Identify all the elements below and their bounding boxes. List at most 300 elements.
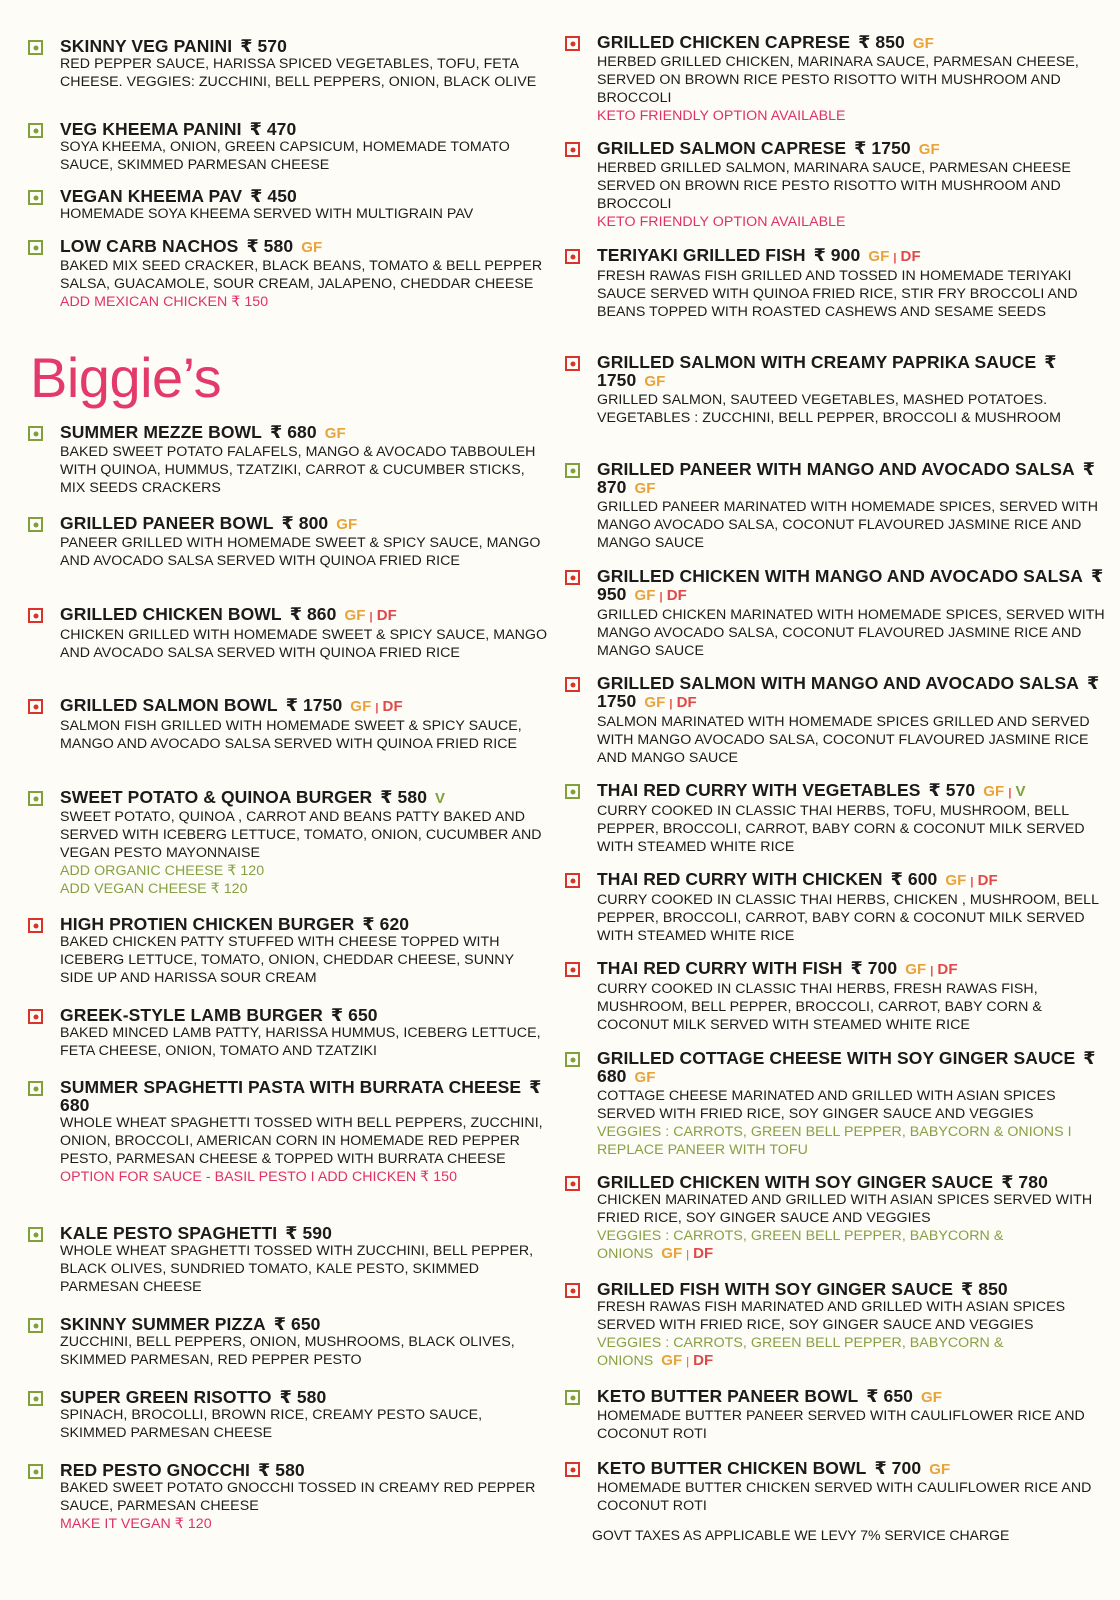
addon-text: ADD MEXICAN CHICKEN ₹ 150 bbox=[60, 294, 269, 310]
dish-price: ₹ 580 bbox=[246, 236, 294, 256]
menu-item-description bbox=[597, 1298, 1105, 1371]
dish-name: VEG KHEEMA PANINI bbox=[60, 119, 242, 139]
menu-item-header bbox=[565, 246, 1105, 267]
veg-indicator-icon bbox=[28, 240, 43, 255]
footer-note: GOVT TAXES AS APPLICABLE WE LEVY 7% SERVICE CHARGE bbox=[592, 1527, 1010, 1543]
dish-price: ₹ 900 bbox=[813, 245, 861, 265]
menu-item-description bbox=[60, 1406, 548, 1442]
dish-price: ₹ 450 bbox=[250, 186, 297, 206]
menu-item-header bbox=[28, 1388, 548, 1406]
diet-tag-df: DF bbox=[376, 607, 397, 624]
addon-text: MAKE IT VEGAN ₹ 120 bbox=[60, 1516, 212, 1532]
diet-tag-gf: GF bbox=[350, 698, 372, 715]
nonveg-indicator-icon bbox=[565, 249, 580, 264]
veg-indicator-icon bbox=[565, 1390, 580, 1405]
dish-price: ₹ 580 bbox=[258, 1460, 305, 1480]
dish-price: ₹ 1750 bbox=[597, 352, 1057, 390]
menu-item bbox=[28, 1388, 548, 1442]
menu-item-description bbox=[597, 802, 1105, 856]
dish-description: BAKED SWEET POTATO FALAFELS, MANGO & AVOCADO TABBOULEH WITH QUINOA, HUMMUS, TZATZIKI, CARROT & CUCUMBER STICKS, MIX SEEDS CRACKERS bbox=[60, 444, 536, 496]
dish-description: GRILLED PANEER MARINATED WITH HOMEMADE SPICES, SERVED WITH MANGO AVOCADO SALSA, COCONUT FLAVOURED JASMINE RICE AND MANGO SAUCE bbox=[597, 499, 1099, 551]
dish-name: GRILLED CHICKEN BOWL bbox=[60, 604, 282, 624]
dish-name: GRILLED SALMON BOWL bbox=[60, 695, 278, 715]
nonveg-indicator-icon bbox=[565, 1283, 580, 1298]
dish-name: THAI RED CURRY WITH CHICKEN bbox=[597, 869, 883, 889]
menu-item bbox=[28, 237, 548, 311]
dish-description: BAKED SWEET POTATO GNOCCHI TOSSED IN CREAMY RED PEPPER SAUCE, PARMESAN CHEESE bbox=[60, 1480, 536, 1514]
dish-name: THAI RED CURRY WITH FISH bbox=[597, 958, 843, 978]
dish-description: CURRY COOKED IN CLASSIC THAI HERBS, TOFU, MUSHROOM, BELL PEPPER, BROCCOLI, CARROT, BABY CORN & COCONUT MILK SERVED WITH STEAMED WHITE RICE bbox=[597, 803, 1085, 855]
menu-item bbox=[28, 514, 548, 570]
menu-item-description bbox=[60, 443, 548, 497]
addon-text: KETO FRIENDLY OPTION AVAILABLE bbox=[597, 108, 846, 124]
menu-item-header bbox=[565, 33, 1105, 53]
veg-indicator-icon bbox=[28, 190, 43, 205]
dish-name: VEGAN KHEEMA PAV bbox=[60, 186, 243, 206]
dish-addon-note bbox=[60, 1515, 548, 1533]
dish-description: CHICKEN GRILLED WITH HOMEMADE SWEET & SPICY SAUCE, MANGO AND AVOCADO SALSA SERVED WITH QUINOA FRIED RICE bbox=[60, 627, 548, 661]
menu-item-header bbox=[28, 788, 548, 808]
menu-item-header bbox=[565, 870, 1105, 891]
menu-item bbox=[565, 1280, 1105, 1371]
menu-item bbox=[28, 696, 548, 753]
dish-description: SOYA KHEEMA, ONION, GREEN CAPSICUM, HOMEMADE TOMATO SAUCE, SKIMMED PARMESAN CHEESE bbox=[60, 139, 510, 173]
dish-name: SUMMER MEZZE BOWL bbox=[60, 422, 262, 442]
dish-price: ₹ 1750 bbox=[285, 695, 343, 715]
menu-item bbox=[28, 1461, 548, 1533]
addon-text: OPTION FOR SAUCE - BASIL PESTO I ADD CHICKEN ₹ 150 bbox=[60, 1169, 458, 1185]
menu-item bbox=[565, 1387, 1105, 1443]
nonveg-indicator-icon bbox=[565, 570, 580, 585]
diet-tag-df: DF bbox=[693, 1245, 714, 1262]
menu-item bbox=[28, 1078, 548, 1186]
dish-name: KALE PESTO SPAGHETTI bbox=[60, 1223, 278, 1243]
menu-item-header bbox=[28, 1006, 548, 1024]
menu-item-title bbox=[597, 139, 940, 159]
diet-tag-v: V bbox=[435, 790, 446, 807]
menu-item-header bbox=[565, 567, 1105, 606]
menu-item-header bbox=[28, 1078, 548, 1114]
menu-item bbox=[565, 674, 1105, 767]
menu-item-description bbox=[60, 626, 548, 662]
addon-text: VEGGIES : CARROTS, GREEN BELL PEPPER, BABYCORN & ONIONS I REPLACE PANEER WITH TOFU bbox=[597, 1124, 1072, 1158]
menu-item-header bbox=[28, 1461, 548, 1479]
menu-item bbox=[565, 353, 1105, 427]
diet-tag-gf: GF bbox=[983, 783, 1005, 800]
diet-tag-gf: GF bbox=[644, 373, 666, 390]
menu-item-title bbox=[597, 460, 1105, 498]
tag-separator: | bbox=[930, 965, 934, 977]
dish-name: SWEET POTATO & QUINOA BURGER bbox=[60, 787, 373, 807]
dish-description: HERBED GRILLED SALMON, MARINARA SAUCE, PARMESAN CHEESE SERVED ON BROWN RICE PESTO RISOTTO WITH MUSHROOM AND BROCCOLI bbox=[597, 160, 1071, 212]
menu-item-description bbox=[60, 717, 548, 753]
dish-description: ZUCCHINI, BELL PEPPERS, ONION, MUSHROOMS, BLACK OLIVES, SKIMMED PARMESAN, RED PEPPER PESTO bbox=[60, 1334, 515, 1368]
diet-tag-df: DF bbox=[977, 872, 998, 889]
tag-separator: | bbox=[659, 591, 663, 603]
menu-item-title bbox=[60, 120, 296, 138]
veg-indicator-icon bbox=[565, 1052, 580, 1067]
menu-item-title bbox=[60, 1224, 332, 1242]
menu-item-description bbox=[597, 53, 1105, 125]
menu-item bbox=[28, 1315, 548, 1369]
menu-item bbox=[28, 1224, 548, 1296]
veg-indicator-icon bbox=[28, 40, 43, 55]
menu-item bbox=[28, 915, 548, 987]
menu-item-header bbox=[28, 187, 548, 205]
menu-item-description bbox=[597, 891, 1105, 945]
menu-item-header bbox=[565, 781, 1105, 802]
dish-price: ₹ 1750 bbox=[854, 138, 911, 158]
dish-addon-note bbox=[60, 862, 548, 880]
menu-item bbox=[565, 870, 1105, 945]
menu-item-title bbox=[597, 1459, 950, 1479]
diet-tag-gf: GF bbox=[634, 480, 656, 497]
menu-item bbox=[565, 1173, 1105, 1264]
dish-price: ₹ 470 bbox=[249, 119, 297, 139]
dish-description: COTTAGE CHEESE MARINATED AND GRILLED WITH ASIAN SPICES SERVED WITH FRIED RICE, SOY GINGER SAUCE AND VEGGIES bbox=[597, 1088, 1056, 1122]
menu-item-header bbox=[565, 1387, 1105, 1407]
dish-addon-note bbox=[597, 213, 1105, 231]
dish-name: GRILLED PANEER WITH MANGO AND AVOCADO SALSA bbox=[597, 459, 1075, 479]
diet-tag-gf: GF bbox=[644, 694, 666, 711]
menu-item-title bbox=[60, 788, 445, 808]
dish-price: ₹ 680 bbox=[269, 422, 317, 442]
diet-tag-gf: GF bbox=[918, 141, 940, 158]
menu-item-description bbox=[60, 1114, 548, 1186]
menu-item-title bbox=[597, 870, 998, 891]
menu-item bbox=[28, 187, 548, 223]
dish-name: GRILLED COTTAGE CHEESE WITH SOY GINGER SAUCE bbox=[597, 1048, 1076, 1068]
dish-price: ₹ 580 bbox=[380, 787, 428, 807]
diet-tag-gf: GF bbox=[324, 425, 346, 442]
dish-price: ₹ 800 bbox=[281, 513, 329, 533]
menu-item-header bbox=[28, 605, 548, 626]
dish-description: SALMON FISH GRILLED WITH HOMEMADE SWEET & SPICY SAUCE, MANGO AND AVOCADO SALSA SERVED WITH QUINOA FRIED RICE bbox=[60, 718, 522, 752]
dish-name: GRILLED SALMON WITH MANGO AND AVOCADO SALSA bbox=[597, 673, 1079, 693]
tag-separator: | bbox=[369, 611, 373, 623]
menu-item-header bbox=[28, 120, 548, 138]
diet-tag-df: DF bbox=[666, 587, 687, 604]
dish-description: SWEET POTATO, QUINOA , CARROT AND BEANS PATTY BAKED AND SERVED WITH ICEBERG LETTUCE, TOMATO, ONION, CUCUMBER AND VEGAN PESTO MAYONNAISE bbox=[60, 809, 542, 861]
menu-item-description bbox=[60, 1024, 548, 1060]
menu-item-description bbox=[60, 933, 548, 987]
dish-description: FRESH RAWAS FISH MARINATED AND GRILLED WITH ASIAN SPICES SERVED WITH FRIED RICE, SOY GINGER SAUCE AND VEGGIES bbox=[597, 1299, 1066, 1333]
dish-addon-note bbox=[60, 293, 548, 311]
menu-item bbox=[565, 1459, 1105, 1515]
menu-item-description bbox=[60, 138, 548, 174]
diet-tag-df: DF bbox=[937, 961, 958, 978]
veg-indicator-icon bbox=[28, 791, 43, 806]
menu-item-description bbox=[60, 205, 548, 223]
tag-separator: | bbox=[686, 1356, 690, 1368]
menu-item-title bbox=[60, 1315, 321, 1333]
menu-item-header bbox=[28, 37, 548, 55]
dish-name: KETO BUTTER CHICKEN BOWL bbox=[597, 1458, 867, 1478]
menu-item bbox=[565, 246, 1105, 321]
veg-indicator-icon bbox=[28, 1391, 43, 1406]
diet-tag-gf: GF bbox=[905, 961, 927, 978]
menu-item-header bbox=[565, 1280, 1105, 1298]
dish-name: GREEK-STYLE LAMB BURGER bbox=[60, 1005, 323, 1025]
menu-item bbox=[565, 460, 1105, 552]
dish-description: HERBED GRILLED CHICKEN, MARINARA SAUCE, PARMESAN CHEESE, SERVED ON BROWN RICE PESTO RISOTTO WITH MUSHROOM AND BROCCOLI bbox=[597, 54, 1079, 106]
menu-item-header bbox=[28, 1315, 548, 1333]
nonveg-indicator-icon bbox=[28, 699, 43, 714]
dish-price: ₹ 1750 bbox=[597, 673, 1100, 711]
menu-item-header bbox=[565, 1459, 1105, 1479]
dish-description: BAKED MIX SEED CRACKER, BLACK BEANS, TOMATO & BELL PEPPER SALSA, GUACAMOLE, SOUR CREAM, JALAPENO, CHEDDAR CHEESE bbox=[60, 258, 543, 292]
menu-item bbox=[565, 33, 1105, 125]
addon-text: ADD VEGAN CHEESE ₹ 120 bbox=[60, 881, 248, 897]
menu-item-title bbox=[597, 674, 1105, 713]
menu-item-description bbox=[60, 808, 548, 898]
menu-item-title bbox=[60, 1461, 305, 1479]
diet-tag-df: DF bbox=[693, 1352, 714, 1369]
dish-name: TERIYAKI GRILLED FISH bbox=[597, 245, 806, 265]
menu-item bbox=[28, 120, 548, 174]
dish-price: ₹ 680 bbox=[597, 1048, 1096, 1086]
tag-separator: | bbox=[970, 876, 974, 888]
menu-item-title bbox=[597, 1280, 1008, 1298]
diet-tag-gf: GF bbox=[634, 587, 656, 604]
nonveg-indicator-icon bbox=[28, 918, 43, 933]
menu-item-title bbox=[597, 1387, 942, 1407]
menu-item-description bbox=[597, 980, 1105, 1034]
menu-item-title bbox=[597, 567, 1105, 606]
menu-item bbox=[565, 781, 1105, 856]
menu-item-description bbox=[597, 1479, 1105, 1515]
dish-description: CURRY COOKED IN CLASSIC THAI HERBS, CHICKEN , MUSHROOM, BELL PEPPER, BROCCOLI, CARROT, BABY CORN & COCONUT MILK SERVED WITH STEAMED WHITE RICE bbox=[597, 892, 1099, 944]
menu-item-header bbox=[565, 674, 1105, 713]
menu-item-header bbox=[565, 1173, 1105, 1191]
veg-indicator-icon bbox=[28, 1464, 43, 1479]
dish-addon-note bbox=[597, 1227, 1105, 1264]
menu-item-description bbox=[597, 713, 1105, 767]
dish-price: ₹ 600 bbox=[890, 869, 938, 889]
menu-item-description bbox=[60, 534, 548, 570]
menu-item-header bbox=[565, 1049, 1105, 1087]
diet-tag-df: DF bbox=[382, 698, 403, 715]
menu-item-header bbox=[565, 460, 1105, 498]
menu-item-description bbox=[597, 159, 1105, 231]
menu-item-description bbox=[597, 1407, 1105, 1443]
menu-item-description bbox=[60, 257, 548, 311]
nonveg-indicator-icon bbox=[28, 608, 43, 623]
veg-indicator-icon bbox=[565, 784, 580, 799]
dish-description: HOMEMADE BUTTER PANEER SERVED WITH CAULIFLOWER RICE AND COCONUT ROTI bbox=[597, 1408, 1085, 1442]
dish-description: SALMON MARINATED WITH HOMEMADE SPICES GRILLED AND SERVED WITH MANGO AVOCADO SALSA, COCONUT FLAVOURED JASMINE RICE AND MANGO SAUCE bbox=[597, 714, 1090, 766]
dish-price: ₹ 700 bbox=[850, 958, 898, 978]
addon-text: VEGGIES : CARROTS, GREEN BELL PEPPER, BABYCORN & ONIONS bbox=[597, 1335, 1004, 1369]
menu-item-title bbox=[597, 33, 934, 53]
menu-item-description bbox=[60, 1479, 548, 1533]
diet-tag-gf: GF bbox=[336, 516, 358, 533]
menu-item-title bbox=[60, 1388, 326, 1406]
dish-addon-note bbox=[60, 880, 548, 898]
dish-price: ₹ 950 bbox=[597, 566, 1104, 604]
menu-item bbox=[28, 1006, 548, 1060]
dish-description: GRILLED CHICKEN MARINATED WITH HOMEMADE SPICES, SERVED WITH MANGO AVOCADO SALSA, COCONUT FLAVOURED JASMINE RICE AND MANGO SAUCE bbox=[597, 607, 1105, 659]
addon-text: ADD ORGANIC CHEESE ₹ 120 bbox=[60, 863, 265, 879]
veg-indicator-icon bbox=[28, 1227, 43, 1242]
dish-addon-note bbox=[597, 1123, 1105, 1159]
dish-name: KETO BUTTER PANEER BOWL bbox=[597, 1386, 859, 1406]
dish-description: RED PEPPER SAUCE, HARISSA SPICED VEGETABLES, TOFU, FETA CHEESE. VEGGIES: ZUCCHINI, BELL PEPPERS, ONION, BLACK OLIVE bbox=[60, 56, 537, 90]
dish-price: ₹ 870 bbox=[597, 459, 1096, 497]
dish-name: THAI RED CURRY WITH VEGETABLES bbox=[597, 780, 921, 800]
tag-separator: | bbox=[375, 702, 379, 714]
dish-price: ₹ 650 bbox=[866, 1386, 913, 1406]
menu-item-description bbox=[60, 1333, 548, 1369]
menu-item-description bbox=[60, 1242, 548, 1296]
menu-item-header bbox=[565, 959, 1105, 980]
dish-name: SUPER GREEN RISOTTO bbox=[60, 1387, 272, 1407]
nonveg-indicator-icon bbox=[565, 356, 580, 371]
menu-item bbox=[28, 605, 548, 662]
dish-description: BAKED CHICKEN PATTY STUFFED WITH CHEESE TOPPED WITH ICEBERG LETTUCE, TOMATO, ONION, CHEDDAR CHEESE, SUNNY SIDE UP AND HARISSA SOUR CREAM bbox=[60, 934, 514, 986]
dish-name: GRILLED FISH WITH SOY GINGER SAUCE bbox=[597, 1279, 954, 1299]
menu-item-description bbox=[597, 498, 1105, 552]
dish-name: SKINNY VEG PANINI bbox=[60, 36, 233, 56]
diet-tag-gf: GF bbox=[661, 1245, 683, 1262]
menu-item-header bbox=[28, 696, 548, 717]
menu-item bbox=[565, 959, 1105, 1034]
veg-indicator-icon bbox=[28, 123, 43, 138]
dish-price: ₹ 850 bbox=[961, 1279, 1008, 1299]
menu-item bbox=[565, 139, 1105, 231]
nonveg-indicator-icon bbox=[565, 873, 580, 888]
dish-price: ₹ 850 bbox=[858, 32, 905, 52]
menu-item-header bbox=[28, 237, 548, 257]
diet-tag-gf: GF bbox=[868, 248, 890, 265]
dish-name: GRILLED CHICKEN WITH SOY GINGER SAUCE bbox=[597, 1172, 994, 1192]
menu-item-title bbox=[597, 353, 1105, 391]
menu-item-header bbox=[28, 915, 548, 933]
section-heading: Biggie’s bbox=[30, 346, 222, 409]
menu-item-header bbox=[28, 423, 548, 443]
dish-name: SUMMER SPAGHETTI PASTA WITH BURRATA CHEESE bbox=[60, 1077, 522, 1097]
diet-tag-gf: GF bbox=[301, 239, 323, 256]
diet-tag-df: DF bbox=[676, 694, 697, 711]
dish-name: GRILLED SALMON WITH CREAMY PAPRIKA SAUCE bbox=[597, 352, 1037, 372]
dish-description: SPINACH, BROCOLLI, BROWN RICE, CREAMY PESTO SAUCE, SKIMMED PARMESAN CHEESE bbox=[60, 1407, 483, 1441]
dish-name: SKINNY SUMMER PIZZA bbox=[60, 1314, 266, 1334]
nonveg-indicator-icon bbox=[565, 142, 580, 157]
dish-description: HOMEMADE SOYA KHEEMA SERVED WITH MULTIGRAIN PAV bbox=[60, 206, 474, 222]
veg-indicator-icon bbox=[565, 463, 580, 478]
tag-separator: | bbox=[893, 252, 897, 264]
addon-text: KETO FRIENDLY OPTION AVAILABLE bbox=[597, 214, 846, 230]
dish-price: ₹ 680 bbox=[60, 1077, 542, 1115]
dish-price: ₹ 700 bbox=[874, 1458, 922, 1478]
menu-item-title bbox=[60, 423, 346, 443]
menu-item bbox=[565, 567, 1105, 660]
menu-item-description bbox=[60, 55, 548, 91]
dish-price: ₹ 650 bbox=[330, 1005, 378, 1025]
menu-item-description bbox=[597, 1191, 1105, 1264]
nonveg-indicator-icon bbox=[565, 962, 580, 977]
menu-item-title bbox=[597, 1049, 1105, 1087]
diet-tag-gf: GF bbox=[661, 1352, 683, 1369]
menu-item-title bbox=[60, 1006, 378, 1024]
dish-price: ₹ 650 bbox=[273, 1314, 321, 1334]
dish-name: HIGH PROTIEN CHICKEN BURGER bbox=[60, 914, 355, 934]
menu-item-title bbox=[60, 237, 322, 257]
diet-tag-gf: GF bbox=[912, 35, 934, 52]
menu-item-title bbox=[60, 187, 297, 205]
dish-price: ₹ 570 bbox=[240, 36, 287, 56]
dish-price: ₹ 570 bbox=[928, 780, 976, 800]
menu-item-title bbox=[597, 246, 921, 267]
dish-name: LOW CARB NACHOS bbox=[60, 236, 239, 256]
diet-tag-v: V bbox=[1015, 783, 1026, 800]
menu-item bbox=[28, 423, 548, 497]
tag-separator: | bbox=[669, 698, 673, 710]
addon-text: VEGGIES : CARROTS, GREEN BELL PEPPER, BABYCORN & ONIONS bbox=[597, 1228, 1004, 1262]
menu-item-title bbox=[60, 915, 409, 933]
diet-tag-gf: GF bbox=[929, 1461, 951, 1478]
dish-price: ₹ 590 bbox=[285, 1223, 332, 1243]
veg-indicator-icon bbox=[28, 517, 43, 532]
nonveg-indicator-icon bbox=[565, 1462, 580, 1477]
menu-item bbox=[28, 788, 548, 898]
menu-item-header bbox=[565, 353, 1105, 391]
tag-separator: | bbox=[1008, 787, 1012, 799]
menu-item bbox=[28, 37, 548, 91]
dish-price: ₹ 860 bbox=[289, 604, 337, 624]
veg-indicator-icon bbox=[28, 1318, 43, 1333]
menu-item-header bbox=[28, 1224, 548, 1242]
menu-item-title bbox=[60, 605, 397, 626]
dish-description: FRESH RAWAS FISH GRILLED AND TOSSED IN HOMEMADE TERIYAKI SAUCE SERVED WITH QUINOA FRIED RICE, STIR FRY BROCCOLI AND BEANS TOPPED WITH ROASTED CASHEWS AND SESAME SEEDS bbox=[597, 268, 1078, 320]
nonveg-indicator-icon bbox=[565, 1176, 580, 1191]
dish-name: GRILLED SALMON CAPRESE bbox=[597, 138, 847, 158]
dish-price: ₹ 580 bbox=[279, 1387, 327, 1407]
menu-item-title bbox=[60, 1078, 548, 1114]
menu-item-title bbox=[60, 696, 403, 717]
menu-item bbox=[565, 1049, 1105, 1159]
dish-addon-note bbox=[597, 1334, 1105, 1371]
diet-tag-df: DF bbox=[900, 248, 921, 265]
menu-item-title bbox=[597, 781, 1026, 802]
dish-addon-note bbox=[60, 1168, 548, 1186]
dish-name: RED PESTO GNOCCHI bbox=[60, 1460, 251, 1480]
dish-name: GRILLED CHICKEN CAPRESE bbox=[597, 32, 851, 52]
nonveg-indicator-icon bbox=[565, 36, 580, 51]
menu-item-title bbox=[60, 514, 357, 534]
menu-item-header bbox=[565, 139, 1105, 159]
dish-price: ₹ 620 bbox=[362, 914, 410, 934]
dish-name: GRILLED CHICKEN WITH MANGO AND AVOCADO SALSA bbox=[597, 566, 1083, 586]
menu-item-description bbox=[597, 606, 1105, 660]
dish-name: GRILLED PANEER BOWL bbox=[60, 513, 274, 533]
nonveg-indicator-icon bbox=[28, 1009, 43, 1024]
dish-description: BAKED MINCED LAMB PATTY, HARISSA HUMMUS, ICEBERG LETTUCE, FETA CHEESE, ONION, TOMATO AND TZATZIKI bbox=[60, 1025, 541, 1059]
menu-item-description bbox=[597, 391, 1105, 427]
dish-description: WHOLE WHEAT SPAGHETTI TOSSED WITH BELL PEPPERS, ZUCCHINI, ONION, BROCCOLI, AMERICAN CORN IN HOMEMADE RED PEPPER PESTO, PARMESAN CHEESE & TOPPED WITH BURRATA CHEESE bbox=[60, 1115, 543, 1167]
dish-price: ₹ 780 bbox=[1001, 1172, 1048, 1192]
veg-indicator-icon bbox=[28, 1081, 43, 1096]
menu-item-description bbox=[597, 1087, 1105, 1159]
dish-description: GRILLED SALMON, SAUTEED VEGETABLES, MASHED POTATOES. VEGETABLES : ZUCCHINI, BELL PEPPER, BROCCOLI & MUSHROOM bbox=[597, 392, 1061, 426]
menu-item-title bbox=[597, 1173, 1048, 1191]
menu-item-title bbox=[597, 959, 958, 980]
diet-tag-gf: GF bbox=[634, 1069, 656, 1086]
menu-item-header bbox=[28, 514, 548, 534]
diet-tag-gf: GF bbox=[344, 607, 366, 624]
dish-addon-note bbox=[597, 107, 1105, 125]
dish-description: WHOLE WHEAT SPAGHETTI TOSSED WITH ZUCCHINI, BELL PEPPER, BLACK OLIVES, SUNDRIED TOMATO, KALE PESTO, SKIMMED PARMESAN CHEESE bbox=[60, 1243, 534, 1295]
